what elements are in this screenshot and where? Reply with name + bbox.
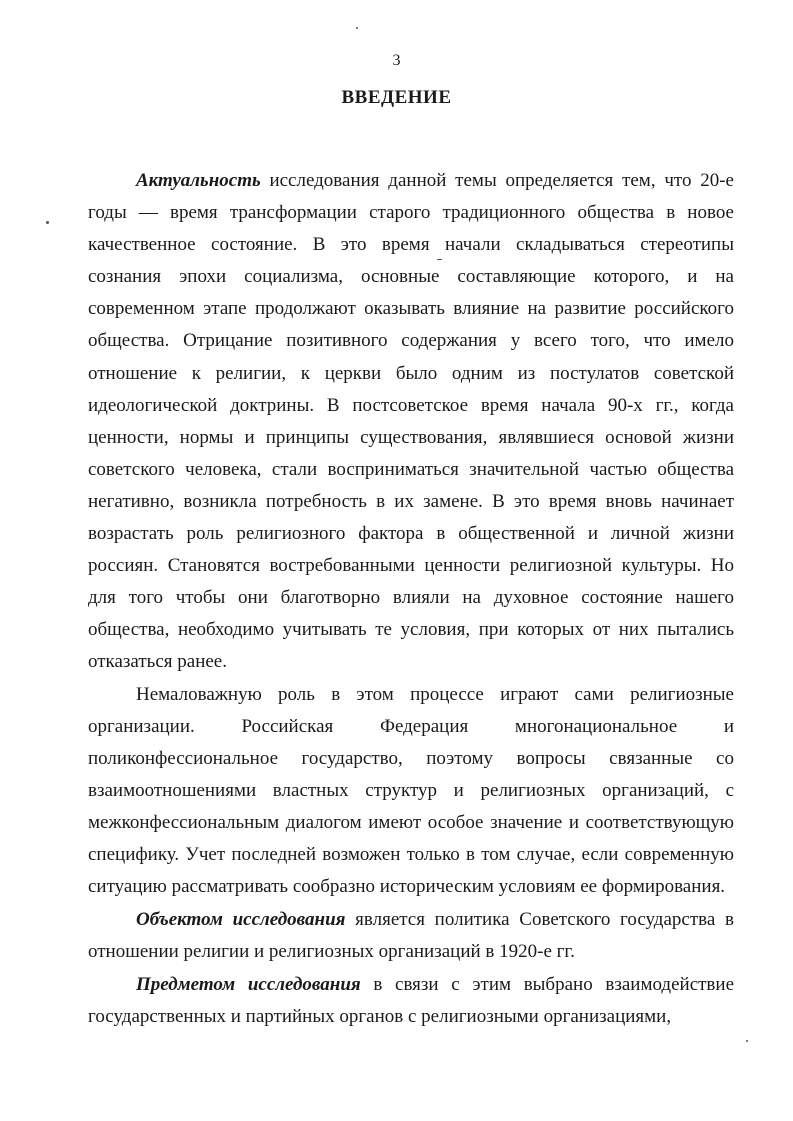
paragraph-lead: Предметом исследования: [136, 974, 361, 996]
paragraph-lead: Объектом исследования: [136, 909, 346, 931]
paragraph-text: в связи с этим выбрано взаимодействие государственных и партийных органов с религиозными организациями,: [88, 974, 735, 1028]
paragraph-relevance: [88, 165, 734, 679]
paragraph-subject: [88, 969, 734, 1033]
paragraph-object: [88, 904, 734, 968]
page-title: ВВЕДЕНИЕ: [341, 87, 452, 108]
paragraph-lead: Актуальность: [136, 170, 261, 191]
scan-speck: [356, 27, 358, 29]
paragraph-text: исследования данной темы определяется тем, что 20-е годы — время трансформации старого традиционного общества в новое качественное состояние. В это время начали складываться стереотипы сознания эпохи социализма, основные составляющие которого, и на современном этапе продолжают оказывать влияние на развитие российского общества. Отрицание позитивного содержания у всего того, что имело отношение к религии, к церкви было одним из постулатов советской идеологической доктрины. В постсоветское время начала 90-х гг., когда ценности, нормы и принципы существования, являвшиеся основой жизни советского человека, стали восприниматься значительной частью общества негативно, возникла потребность в их замене. В это время вновь начинает возрастать роль религиозного фактора в общественной и личной жизни россиян. Становятся востребованными ценности религиозной культуры. Но для того чтобы они благотворно влияли на духовное состояние нашего общества, необходимо учитывать те условия, при которых от них пытались отказаться ранее.: [88, 170, 734, 673]
paragraph-text: является политика Советского государства в отношении религии и религиозных организаций в 1920-е гг.: [88, 909, 734, 963]
paragraph-organizations: [88, 679, 734, 904]
scan-speck: [746, 1040, 748, 1042]
page-number: 3: [392, 52, 401, 69]
scan-speck: [46, 221, 49, 224]
document-body: [88, 165, 734, 1034]
paragraph-text: Немаловажную роль в этом процессе играют сами религиозные организации. Российская Федерация многонациональное и поликонфессиональное государство, поэтому вопросы связанные со взаимоотношениями властных структур и религиозных организаций, с межконфессиональным диалогом имеют особое значение и соответствующую специфику. Учет последней возможен только в том случае, если современную ситуацию рассматривать сообразно историческим условиям ее формирования.: [88, 683, 734, 898]
